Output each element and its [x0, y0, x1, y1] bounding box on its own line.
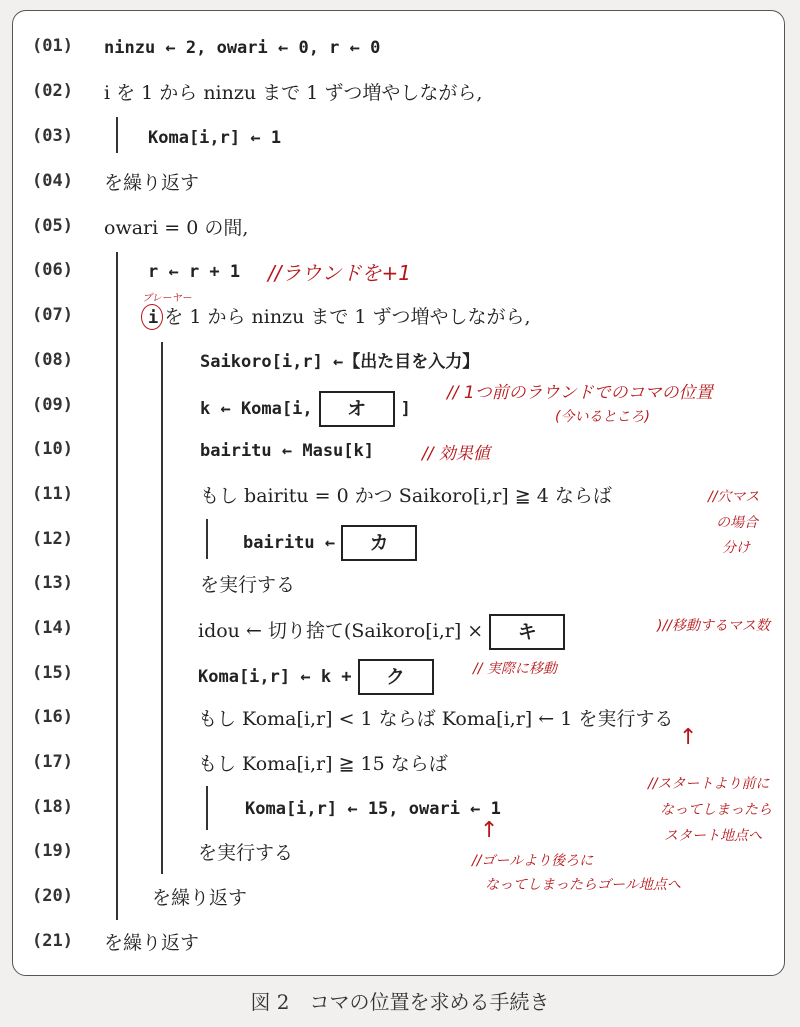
- player-circle-mark: [141, 304, 163, 330]
- code-line-21: を繰り返す: [104, 932, 200, 954]
- code-line-12-pre: bairitu ←: [243, 533, 336, 553]
- block-bar: [116, 117, 118, 153]
- line-number: (03): [32, 126, 73, 146]
- line-number: (13): [32, 573, 73, 593]
- line-number: (02): [32, 81, 73, 101]
- figure-caption: 図 2 コマの位置を求める手続き: [250, 990, 550, 1014]
- code-line-09: [200, 391, 411, 427]
- line-number: (04): [32, 171, 73, 191]
- blank-box-ku: ク: [358, 659, 434, 695]
- code-line-03: Koma[i,r] ← 1: [148, 128, 282, 148]
- block-bar: [161, 342, 163, 874]
- line-number: (18): [32, 797, 73, 817]
- code-line-01: ninzu ← 2, owari ← 0, r ← 0: [104, 38, 381, 58]
- line-number: (01): [32, 36, 73, 56]
- code-line-15-pre: Koma[i,r] ← k +: [198, 667, 352, 687]
- code-line-16: もし Koma[i,r] < 1 ならば Koma[i,r] ← 1 を実行する: [198, 708, 674, 730]
- line-number: (12): [32, 529, 73, 549]
- line-number: (14): [32, 618, 73, 638]
- note-actual-move: // 実際に移動: [473, 661, 557, 677]
- code-line-09-post: ]: [400, 399, 411, 419]
- note-start-3: スタート地点へ: [664, 828, 762, 844]
- up-arrow-icon: ↑: [480, 818, 499, 843]
- code-line-17: もし Koma[i,r] ≧ 15 ならば: [198, 753, 448, 775]
- note-start-2: なってしまったら: [660, 802, 772, 818]
- code-line-08: Saikoro[i,r] ←【出た目を入力】: [200, 352, 480, 372]
- note-player: プレーヤー: [142, 293, 192, 304]
- code-line-10: bairitu ← Masu[k]: [200, 441, 374, 461]
- line-number: (08): [32, 350, 73, 370]
- note-round: //ラウンドを+1: [268, 261, 411, 285]
- code-line-20: を繰り返す: [152, 887, 248, 909]
- code-line-19: を実行する: [198, 842, 294, 864]
- code-line-13: を実行する: [200, 574, 296, 596]
- blank-box-o: オ: [319, 391, 395, 427]
- code-line-05: owari = 0 の間,: [104, 217, 249, 239]
- line-number: (19): [32, 841, 73, 861]
- code-line-15: [198, 659, 440, 695]
- note-start-1: //スタートより前に: [648, 776, 770, 792]
- line-number: (07): [32, 305, 73, 325]
- line-number: (17): [32, 752, 73, 772]
- line-number: (15): [32, 663, 73, 683]
- line-number: (06): [32, 260, 73, 280]
- code-line-06: r ← r + 1: [148, 262, 241, 282]
- up-arrow-icon: ↑: [679, 725, 698, 750]
- line-number: (05): [32, 216, 73, 236]
- code-line-09-pre: k ← Koma[i,: [200, 399, 313, 419]
- note-hole-3: 分け: [722, 540, 750, 556]
- line-number: (16): [32, 707, 73, 727]
- code-line-02: i を 1 から ninzu まで 1 ずつ増やしながら,: [104, 82, 483, 104]
- note-prev-pos-sub: (今いるところ): [555, 409, 650, 425]
- block-bar: [206, 519, 208, 559]
- note-prev-pos: // 1つ前のラウンドでのコマの位置: [447, 383, 713, 403]
- note-hole-2: の場合: [716, 515, 758, 531]
- code-line-07-text: を 1 から ninzu まで 1 ずつ増やしながら,: [164, 306, 531, 328]
- block-bar: [116, 252, 118, 920]
- block-bar: [206, 786, 208, 830]
- loop-variable: i: [148, 308, 159, 328]
- code-line-11: もし bairitu = 0 かつ Saikoro[i,r] ≧ 4 ならば: [200, 485, 612, 507]
- code-line-12: [243, 525, 423, 561]
- code-line-18: Koma[i,r] ← 15, owari ← 1: [245, 799, 501, 819]
- line-number: (10): [32, 439, 73, 459]
- note-goal-2: なってしまったらゴール地点へ: [485, 877, 681, 893]
- blank-box-ka: カ: [341, 525, 417, 561]
- code-line-14: [198, 614, 571, 650]
- note-goal-1: //ゴールより後ろに: [472, 853, 594, 869]
- code-line-04: を繰り返す: [104, 172, 200, 194]
- code-line-07: [148, 305, 531, 330]
- code-line-14-pre: idou ← 切り捨て(Saikoro[i,r] ×: [198, 620, 484, 642]
- line-number: (21): [32, 931, 73, 951]
- line-number: (20): [32, 886, 73, 906]
- blank-box-ki: キ: [489, 614, 565, 650]
- note-hole-1: //穴マス: [708, 489, 760, 505]
- line-number: (09): [32, 395, 73, 415]
- line-number: (11): [32, 484, 73, 504]
- note-effect: // 効果値: [422, 444, 490, 464]
- note-move-count: )//移動するマス数: [657, 618, 770, 634]
